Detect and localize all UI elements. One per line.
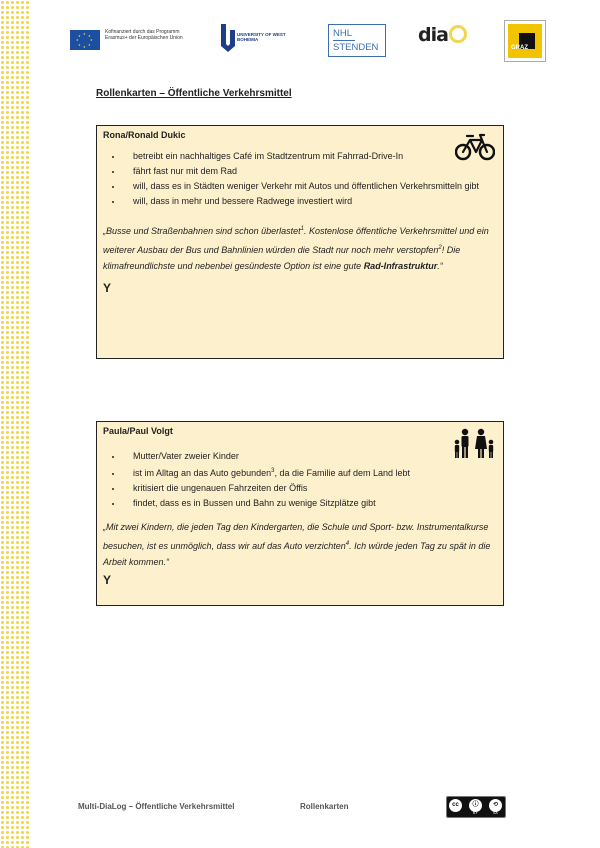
- dialog-logo-text: dia: [418, 24, 448, 46]
- nhl-stenden-logo: [328, 24, 386, 57]
- eu-logo: [70, 18, 183, 49]
- card-2-mark: Y: [103, 572, 112, 587]
- card-2-quote: „Mit zwei Kindern, die jeden Tag den Kindergarten, die Schule und Sport- bzw. Instrumentalkurse besuchen, ist es unmöglich, dass wir auf das Auto verzichten$^4$. Ich würde jeden Tag zu spät in die Arbeit kommen.“: [103, 522, 491, 567]
- footnote-ref: 4: [345, 540, 350, 547]
- card-2-bullet: • Mutter/Vater zweier Kinder: [123, 450, 497, 462]
- footnote-ref: 2: [438, 244, 442, 251]
- card-1-bullet: • will, dass es in Städten weniger Verkehr mit Autos und öffentlichen Verkehrsmitteln gibt: [123, 180, 497, 192]
- card-2-bullets: [103, 450, 497, 509]
- nhl-logo-top: NHL: [333, 28, 353, 39]
- card-1-mark: Y: [103, 280, 112, 295]
- card-1-bullet: • betreibt ein nachhaltiges Café im Stadtzentrum mit Fahrrad-Drive-In: [123, 150, 497, 162]
- footnote-ref: 3: [271, 468, 275, 474]
- eu-logo-text: Kofinanziert durch das Programm Erasmus+ der Europäischen Union: [105, 29, 183, 41]
- card-2-bullet: • kritisiert die ungenauen Fahrzeiten der Öffis: [123, 482, 497, 494]
- eu-flag-icon: ★ ★ ★ ★ ★ ★ ★ ★: [70, 30, 100, 50]
- role-card-1: [96, 125, 504, 359]
- card-2-bullet: • findet, dass es in Bussen und Bahn zu wenige Sitzplätze gibt: [123, 497, 497, 509]
- card-1-bullet: • fährt fast nur mit dem Rad: [123, 165, 497, 177]
- decorative-dot-border: [0, 0, 30, 848]
- license-by-label: BY: [473, 811, 478, 815]
- footer-center: Rollenkarten: [300, 802, 349, 811]
- partner-logos: [70, 18, 530, 64]
- card-2-name: Paula/Paul Volgt: [103, 426, 173, 436]
- cc-by-sa-icon: cc ⓘ ⟲ BY SA: [446, 796, 506, 818]
- nhl-logo-divider: [333, 40, 355, 41]
- card-1-bullets: [103, 150, 497, 207]
- footer-left: Multi-DiaLog – Öffentliche Verkehrsmittel: [78, 802, 235, 811]
- dialog-logo-circle-icon: [449, 25, 467, 43]
- family-icon: [453, 428, 495, 460]
- uwb-logo: [220, 22, 286, 59]
- nhl-logo-bottom: STENDEN: [333, 42, 379, 53]
- role-card-2: [96, 421, 504, 606]
- footnote-ref: 1: [300, 226, 304, 232]
- uwb-logo-text: UNIVERSITY OF WEST BOHEMIA: [237, 32, 286, 42]
- card-2-bullet: • ist im Alltag an das Auto gebunden$^3$, da die Familie auf dem Land lebt: [123, 465, 497, 479]
- uwb-emblem-icon: [220, 22, 236, 54]
- card-1-quote: „Busse und Straßenbahnen sind schon überlastet$^1$. Kostenlose öffentliche Verkehrsmittel und ein weiterer Ausbau der Bus und Bahnlinien würden die Stadt nur noch mehr verstopfen$^2$! Die klimafreundlichste und nebenbei gesündeste Option ist eine gute Rad-Infrastruktur.“: [103, 226, 489, 271]
- license-sa-label: SA: [493, 811, 498, 815]
- dialog-logo: [418, 24, 467, 46]
- section-title: Rollenkarten – Öffentliche Verkehrsmittel: [96, 88, 292, 99]
- uni-graz-logo-text: GRAZ: [511, 45, 528, 51]
- card-1-bullet: • will, dass in mehr und bessere Radwege investiert wird: [123, 195, 497, 207]
- card-1-name: Rona/Ronald Dukic: [103, 130, 186, 140]
- bicycle-icon: [455, 132, 495, 162]
- uni-graz-logo: [504, 20, 546, 62]
